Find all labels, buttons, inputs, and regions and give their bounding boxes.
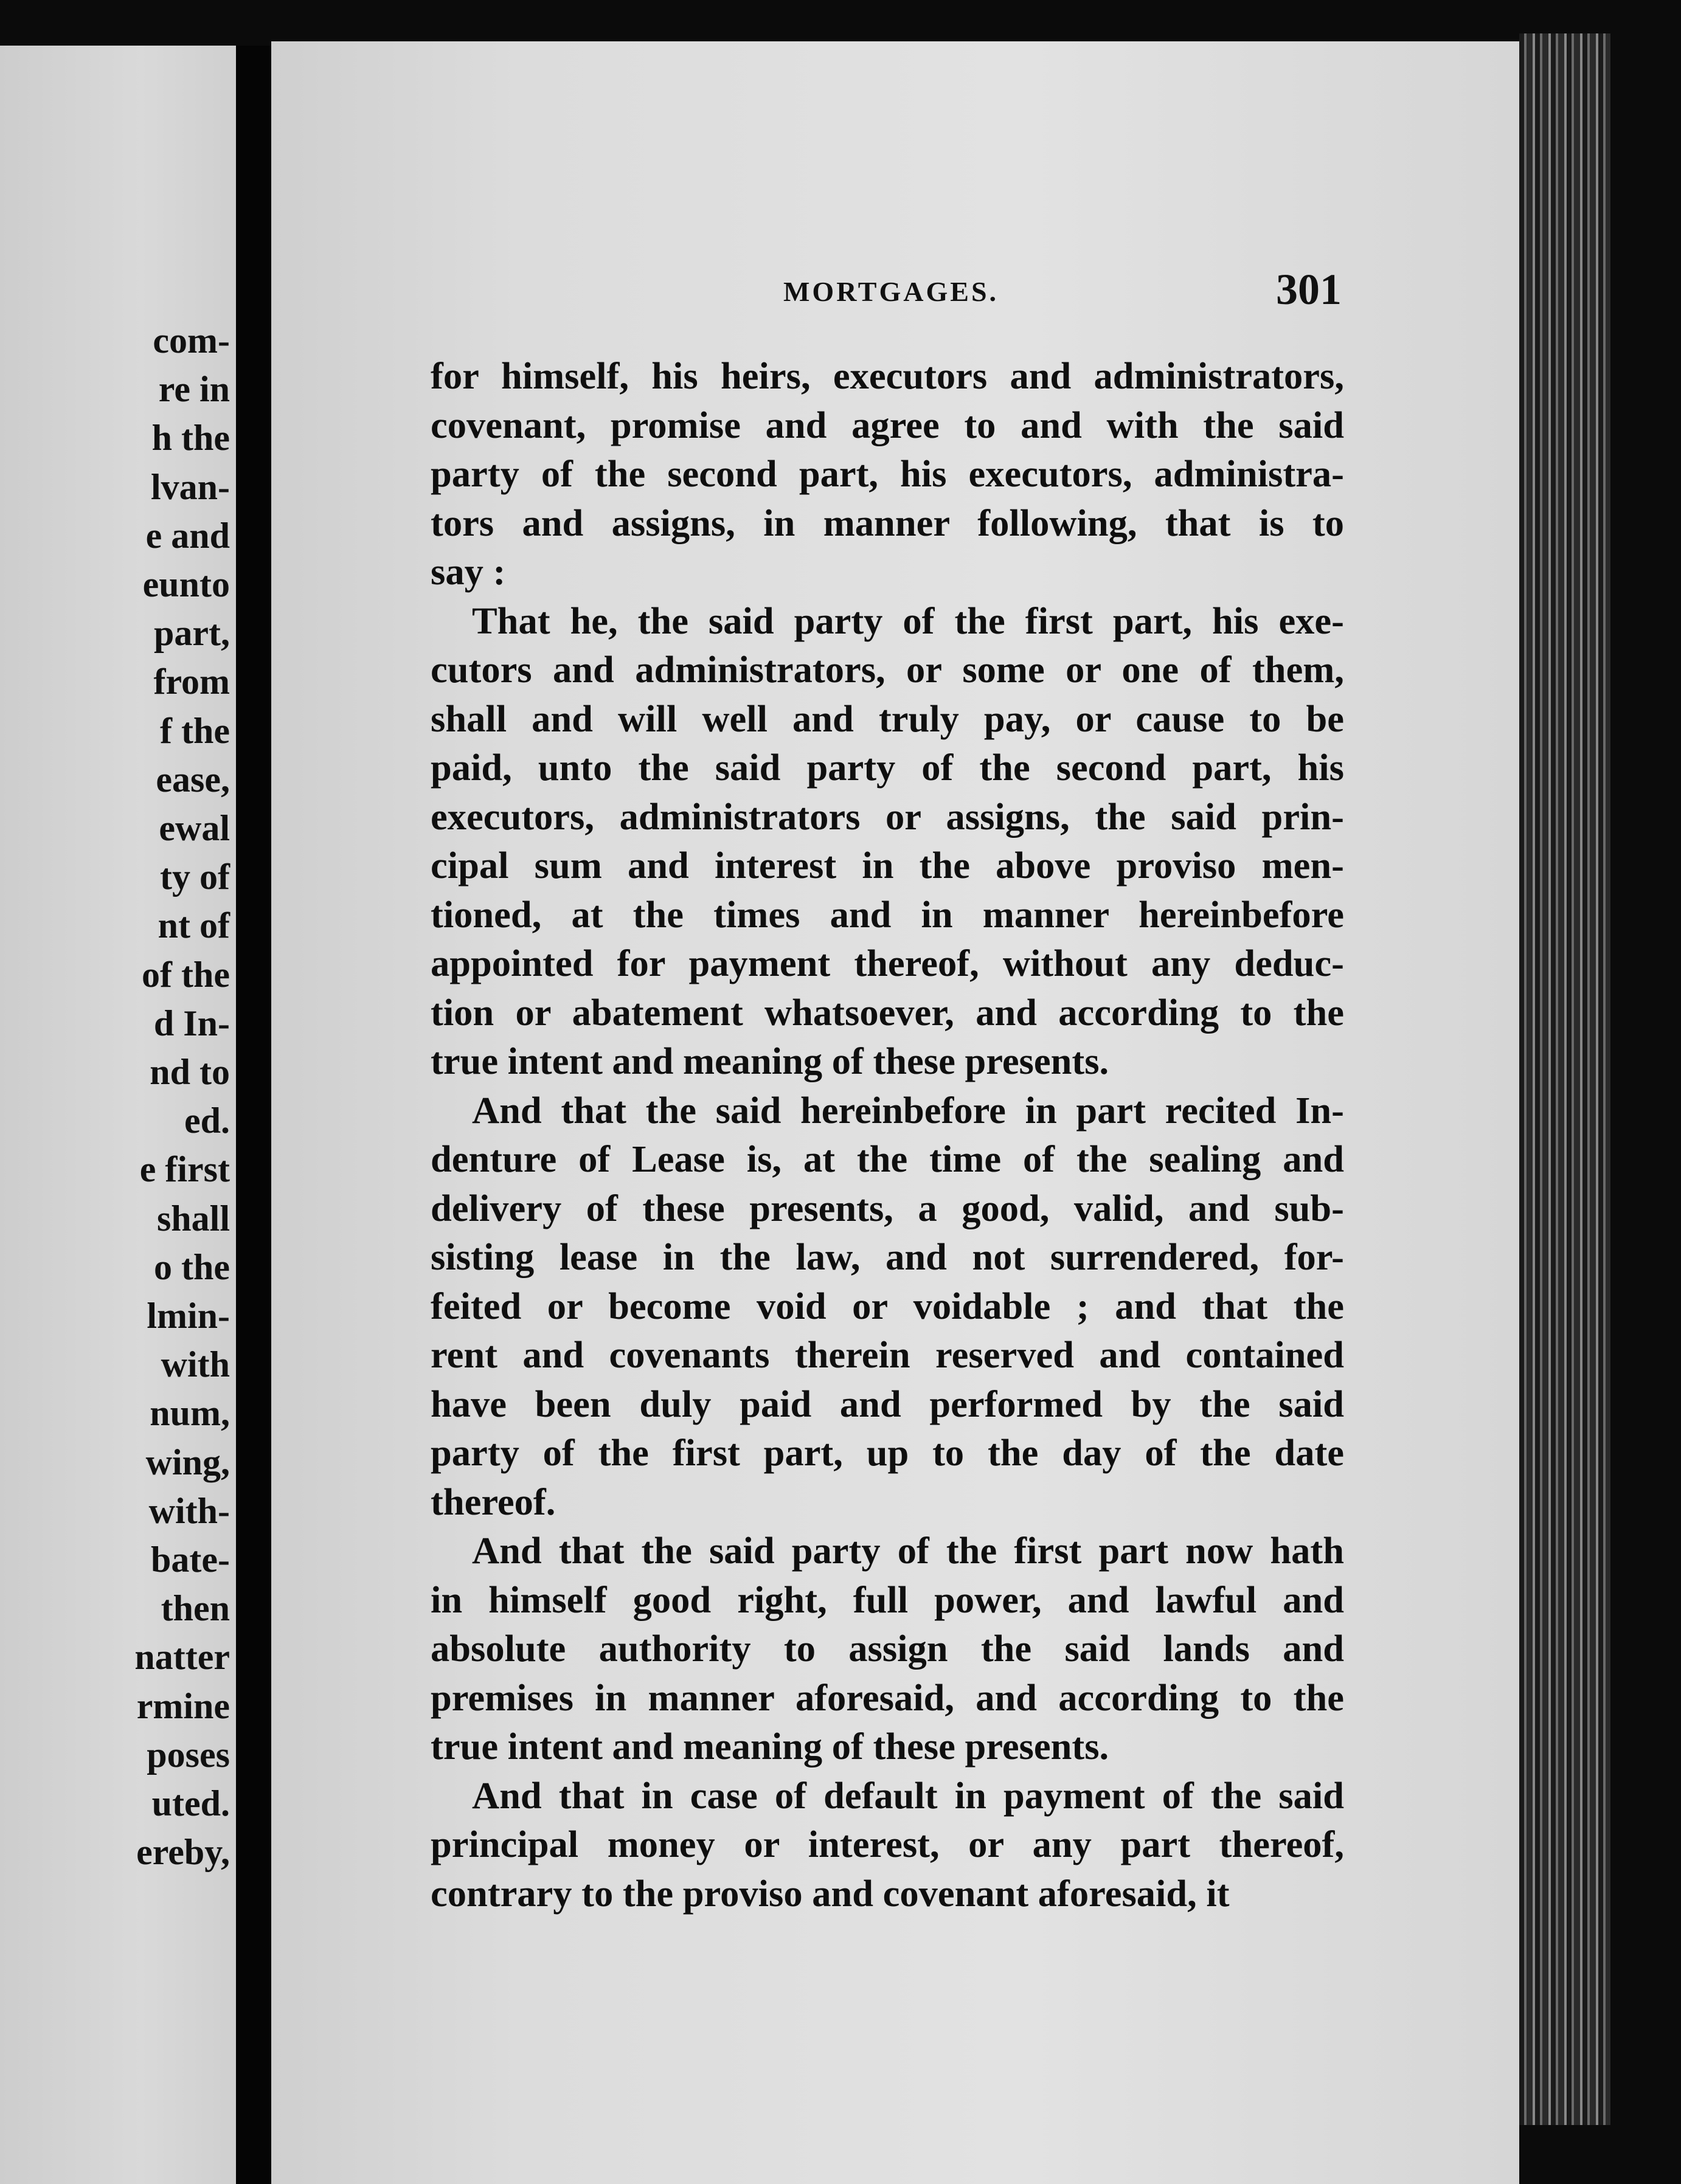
- text-line: And that in case of default in payment of the said: [472, 1774, 1344, 1817]
- facing-page-line: lvan-: [150, 466, 230, 507]
- text-line: in himself good right, full power, and lawful and: [431, 1578, 1344, 1621]
- text-line: delivery of these presents, a good, valid, and sub-: [431, 1186, 1344, 1229]
- text-line: say :: [431, 550, 506, 593]
- facing-page-line: poses: [147, 1734, 230, 1775]
- facing-page-line: ewal: [159, 808, 230, 848]
- text-line: appointed for payment thereof, without any deduc-: [431, 942, 1344, 984]
- text-line: premises in manner aforesaid, and according to the: [431, 1676, 1344, 1719]
- facing-page-line: eunto: [142, 564, 230, 604]
- facing-page-line: part,: [154, 613, 230, 654]
- paragraph: [431, 596, 1344, 1086]
- facing-page-line: bate-: [151, 1540, 230, 1580]
- facing-page-line: e and: [145, 515, 230, 556]
- paragraph: [431, 1771, 1344, 1918]
- text-line: party of the first part, up to the day of the date: [431, 1431, 1344, 1474]
- facing-page-line: lmin-: [147, 1296, 230, 1336]
- text-line: That he, the said party of the first part, his exe-: [472, 599, 1344, 642]
- text-line: covenant, promise and agree to and with the said: [431, 403, 1344, 446]
- facing-page-line: com-: [153, 320, 230, 361]
- text-line: tioned, at the times and in manner hereinbefore: [431, 893, 1344, 936]
- page-header: [271, 251, 1519, 318]
- text-line: feited or become void or voidable ; and that the: [431, 1284, 1344, 1327]
- text-line: party of the second part, his executors, administra-: [431, 452, 1344, 495]
- page-body: [431, 351, 1344, 1918]
- text-line: paid, unto the said party of the second part, his: [431, 746, 1344, 789]
- text-line: And that the said party of the first part now hath: [472, 1529, 1344, 1572]
- facing-page-line: num,: [150, 1393, 230, 1434]
- facing-page-line: ty of: [160, 857, 230, 897]
- facing-page-line: with: [161, 1344, 230, 1385]
- facing-page-line: natter: [134, 1637, 230, 1678]
- facing-page-line: h the: [151, 418, 230, 458]
- facing-page-line: rmine: [136, 1685, 230, 1726]
- text-line: principal money or interest, or any part thereof,: [431, 1823, 1344, 1865]
- text-line: true intent and meaning of these presents.: [431, 1725, 1109, 1768]
- facing-page-line: ease,: [156, 759, 230, 800]
- text-line: denture of Lease is, at the time of the sealing and: [431, 1138, 1344, 1180]
- facing-page-line: e first: [139, 1149, 230, 1190]
- text-line: And that the said hereinbefore in part recited In-: [472, 1088, 1344, 1132]
- text-line: cipal sum and interest in the above proviso men-: [431, 844, 1344, 886]
- text-line: cutors and administrators, or some or one of them,: [431, 648, 1344, 691]
- paragraph: [431, 1086, 1344, 1527]
- facing-page-line: with-: [148, 1490, 230, 1531]
- facing-page-line: wing,: [145, 1442, 230, 1482]
- text-line: for himself, his heirs, executors and administrators,: [431, 354, 1344, 397]
- facing-page-line: uted.: [151, 1783, 230, 1823]
- page-edges: [1519, 33, 1610, 2125]
- facing-page-line: then: [161, 1588, 230, 1629]
- text-line: contrary to the proviso and covenant aforesaid, it: [431, 1871, 1230, 1915]
- text-line: sisting lease in the law, and not surrendered, for-: [431, 1235, 1344, 1278]
- facing-page-line: from: [153, 662, 230, 702]
- running-head: MORTGAGES.: [783, 276, 999, 307]
- facing-page-line: nt of: [158, 905, 230, 946]
- facing-page-line: o the: [154, 1246, 230, 1287]
- paragraph: [431, 351, 1344, 596]
- facing-page-line: shall: [156, 1198, 230, 1239]
- page-number: 301: [1276, 265, 1342, 314]
- book-page-right: [271, 41, 1519, 2184]
- facing-page-left: [0, 46, 236, 2184]
- text-line: tors and assigns, in manner following, that is to: [431, 501, 1344, 544]
- facing-page-line: d In-: [153, 1003, 230, 1043]
- binding-gutter: [236, 46, 271, 2184]
- facing-page-line: f the: [160, 710, 230, 751]
- text-line: true intent and meaning of these presents.: [431, 1040, 1109, 1082]
- facing-page-line: nd to: [150, 1052, 230, 1092]
- facing-page-line: ereby,: [136, 1832, 230, 1873]
- text-line: executors, administrators or assigns, the said prin-: [431, 795, 1344, 838]
- facing-page-line: of the: [142, 954, 230, 995]
- facing-page-line: re in: [158, 369, 230, 410]
- text-line: thereof.: [431, 1480, 556, 1523]
- text-line: absolute authority to assign the said lands and: [431, 1627, 1344, 1670]
- text-line: have been duly paid and performed by the said: [431, 1382, 1344, 1425]
- facing-page-line: ed.: [184, 1101, 230, 1141]
- text-line: tion or abatement whatsoever, and according to the: [431, 990, 1344, 1034]
- text-line: shall and will well and truly pay, or cause to be: [431, 697, 1344, 740]
- paragraph: [431, 1526, 1344, 1771]
- text-line: rent and covenants therein reserved and contained: [431, 1333, 1344, 1376]
